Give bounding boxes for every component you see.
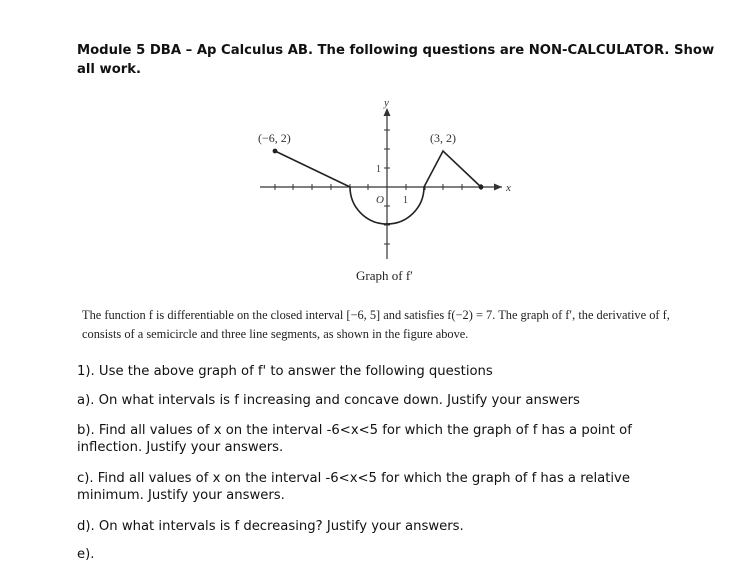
question-a: a). On what intervals is f increasing and concave down. Justify your answers xyxy=(77,393,580,408)
point-right-label: (3, 2) xyxy=(430,131,456,145)
question-b: b). Find all values of x on the interval -6<x<5 for which the graph of f has a point of inflection. Justify your answers. xyxy=(77,423,632,455)
graph-caption: Graph of f′ xyxy=(356,268,413,283)
graph-svg xyxy=(240,96,540,296)
question-c: c). Find all values of x on the interval -6<x<5 for which the graph of f has a relative minimum. Justify your answers. xyxy=(77,471,630,503)
point-left-label: (−6, 2) xyxy=(258,131,291,145)
y-axis-arrow xyxy=(384,108,391,116)
document-header: Module 5 DBA – Ap Calculus AB. The following questions are NON-CALCULATOR. Show all work. xyxy=(77,43,715,77)
question-intro: 1). Use the above graph of f' to answer the following questions xyxy=(77,364,493,379)
tick-y-label: 1 xyxy=(376,164,381,175)
origin-label: O xyxy=(376,194,384,206)
question-e: e). xyxy=(77,547,95,562)
x-axis-arrow xyxy=(494,184,502,191)
axis-x-label: x xyxy=(506,182,511,194)
axis-y-label: y xyxy=(384,97,389,109)
problem-statement: The function f is differentiable on the closed interval [−6, 5] and satisfies f(−2) = 7. The graph of f′, the derivative of f, consists of a semicircle and three line segments, as shown in the figure above. xyxy=(82,308,670,341)
endpoint-left xyxy=(273,149,278,154)
segment-left xyxy=(275,151,350,187)
endpoint-right xyxy=(479,185,484,190)
segment-right xyxy=(424,151,481,187)
question-d: d). On what intervals is f decreasing? Justify your answers. xyxy=(77,519,464,534)
tick-x-label: 1 xyxy=(403,195,408,206)
derivative-graph xyxy=(240,96,540,296)
